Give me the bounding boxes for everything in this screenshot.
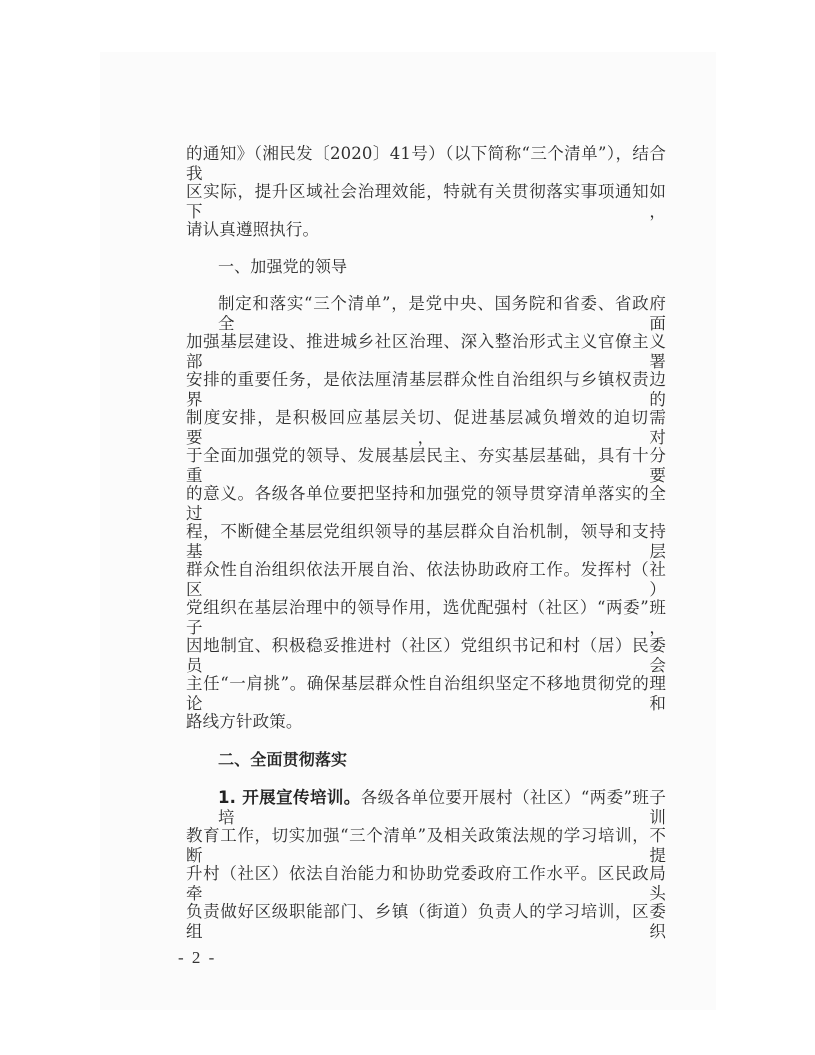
text-line: 教育工作，切实加强“三个清单”及相关政策法规的学习培训，不断提 (186, 826, 666, 865)
text-line: 因地制宜、积极稳妥推进村（社区）党组织书记和村（居）民委员会 (186, 636, 666, 675)
text-line: 加强基层建设、推进城乡社区治理、深入整治形式主义官僚主义部署 (186, 332, 666, 371)
text-line: 区实际，提升区域社会治理效能，特就有关贯彻落实事项通知如下， (186, 182, 666, 221)
item-1-label: 1. 开展宣传培训。 (218, 788, 361, 807)
text-line: 于全面加强党的领导、发展基层民主、夯实基层基础，具有十分重要 (186, 446, 666, 485)
text-line: 群众性自治组织依法开展自治、依法协助政府工作。发挥村（社区） (186, 560, 666, 599)
text-line: 制度安排，是积极回应基层关切、促进基层减负增效的迫切需要，对 (186, 408, 666, 447)
text-line: 党组织在基层治理中的领导作用，选优配强村（社区）“两委”班子， (186, 598, 666, 637)
document-page (100, 52, 716, 1010)
text-line: 安排的重要任务，是依法厘清基层群众性自治组织与乡镇权责边界的 (186, 370, 666, 409)
text-line: 的意义。各级各单位要把坚持和加强党的领导贯穿清单落实的全过 (186, 484, 666, 523)
text-line: 程，不断健全基层党组织领导的基层群众自治机制，领导和支持基层 (186, 522, 666, 561)
section-heading-2: 二、全面贯彻落实 (218, 750, 348, 769)
item-1-text: 各级各单位要开展村（社区）“两委”班子培训 (218, 788, 666, 827)
text-line (218, 788, 666, 828)
text-line: 的通知》（湘民发〔2020〕41号）（以下简称“三个清单”），结合我 (186, 144, 666, 183)
text-line: 升村（社区）依法自治能力和协助党委政府工作水平。区民政局牵头 (186, 864, 666, 903)
text-line: 请认真遵照执行。 (186, 220, 320, 239)
text-line: 主任“一肩挑”。确保基层群众性自治组织坚定不移地贯彻党的理论和 (186, 674, 666, 713)
section-heading-1: 一、加强党的领导 (218, 257, 348, 276)
text-line: 制定和落实“三个清单”，是党中央、国务院和省委、省政府全面 (218, 294, 666, 333)
page-number: - 2 - (178, 948, 217, 967)
text-line: 负责做好区级职能部门、乡镇（街道）负责人的学习培训，区委组织 (186, 902, 666, 941)
text-line: 路线方针政策。 (186, 712, 303, 731)
